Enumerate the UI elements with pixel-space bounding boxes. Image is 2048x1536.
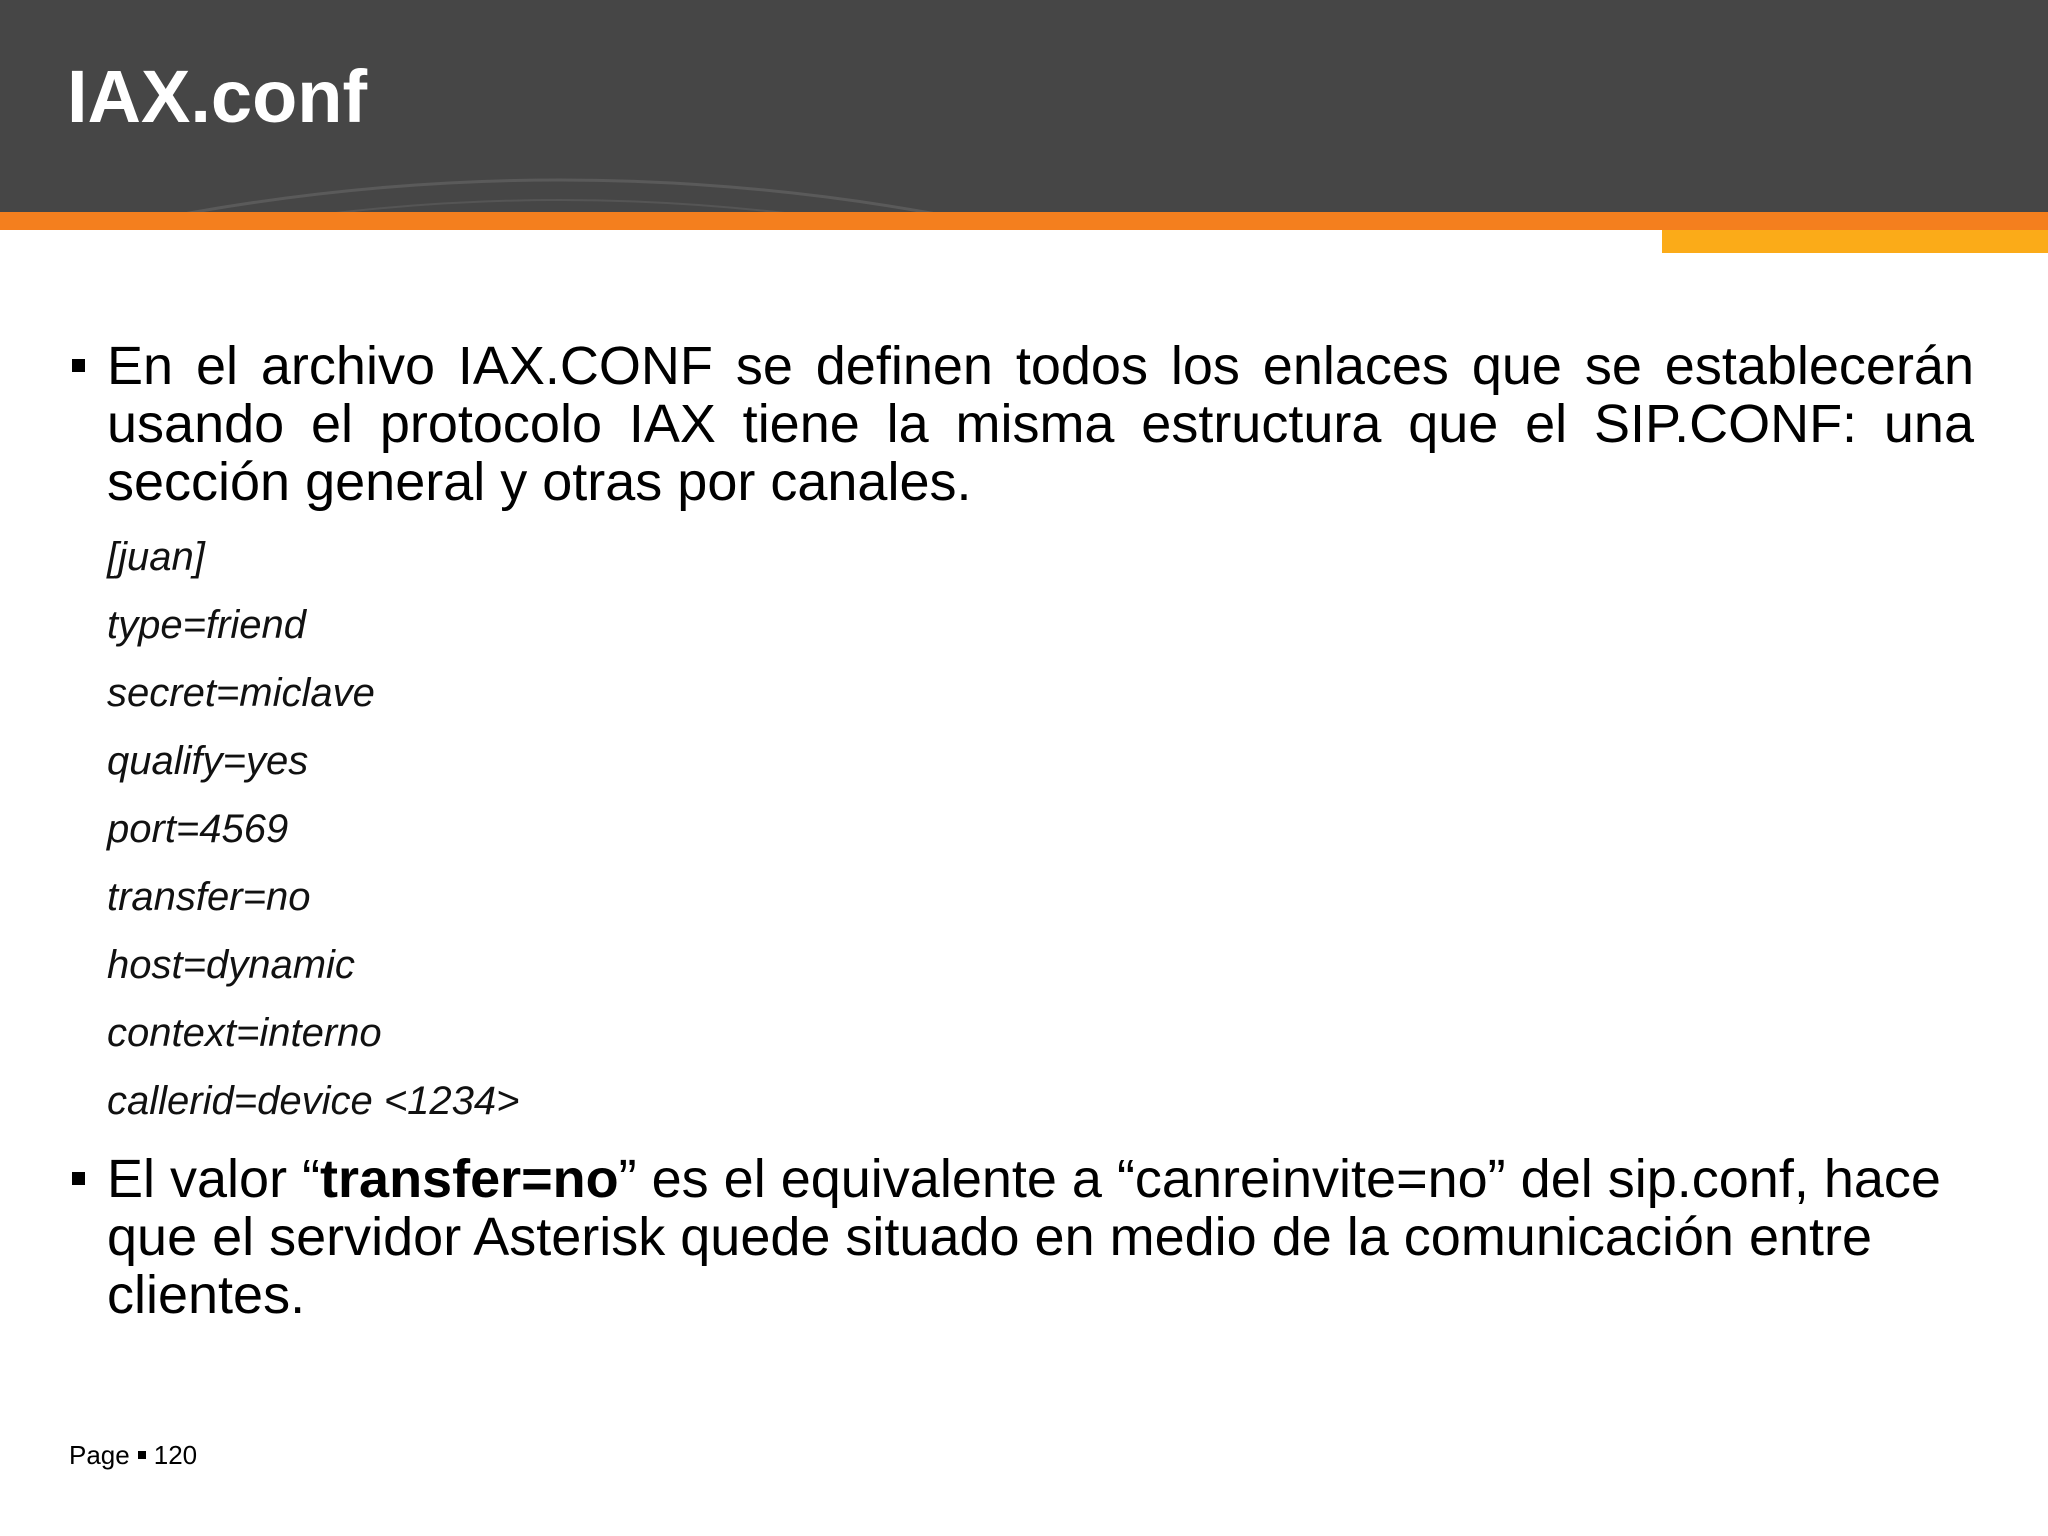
config-line: port=4569 [107,807,289,851]
config-line: qualify=yes [107,739,309,783]
bullet-item [72,1150,1974,1324]
bullet-marker [72,359,85,372]
page-footer [69,1438,197,1472]
bullet-marker [72,1172,85,1185]
bullet-text-pre: El valor “ [107,1149,321,1209]
config-line: type=friend [107,603,307,647]
slide-title: IAX.conf [67,55,368,138]
config-line: context=interno [107,1011,382,1055]
bullet-text [107,1150,1974,1324]
page-label: Page [69,1440,130,1470]
config-line: [juan] [107,535,205,579]
footer-separator [138,1451,146,1459]
bullet-text-bold: transfer=no [320,1149,619,1209]
page-number: 120 [153,1440,198,1470]
config-line: host=dynamic [107,943,355,987]
bullet-text-post: ” es el equivalente a “canreinvite=no” del sip.conf, hace que el servidor Asterisk quede situado en medio de la comunicación entre clientes. [107,1149,1941,1325]
config-line: secret=miclave [107,671,375,715]
bullet-item [72,337,1974,511]
config-line: transfer=no [107,875,311,919]
config-line: callerid=device <1234> [107,1079,520,1123]
bullet-text: En el archivo IAX.CONF se definen todos los enlaces que se establecerán usando el protocolo IAX tiene la misma estructura que el SIP.CONF: una sección general y otras por canales. [107,336,1974,512]
